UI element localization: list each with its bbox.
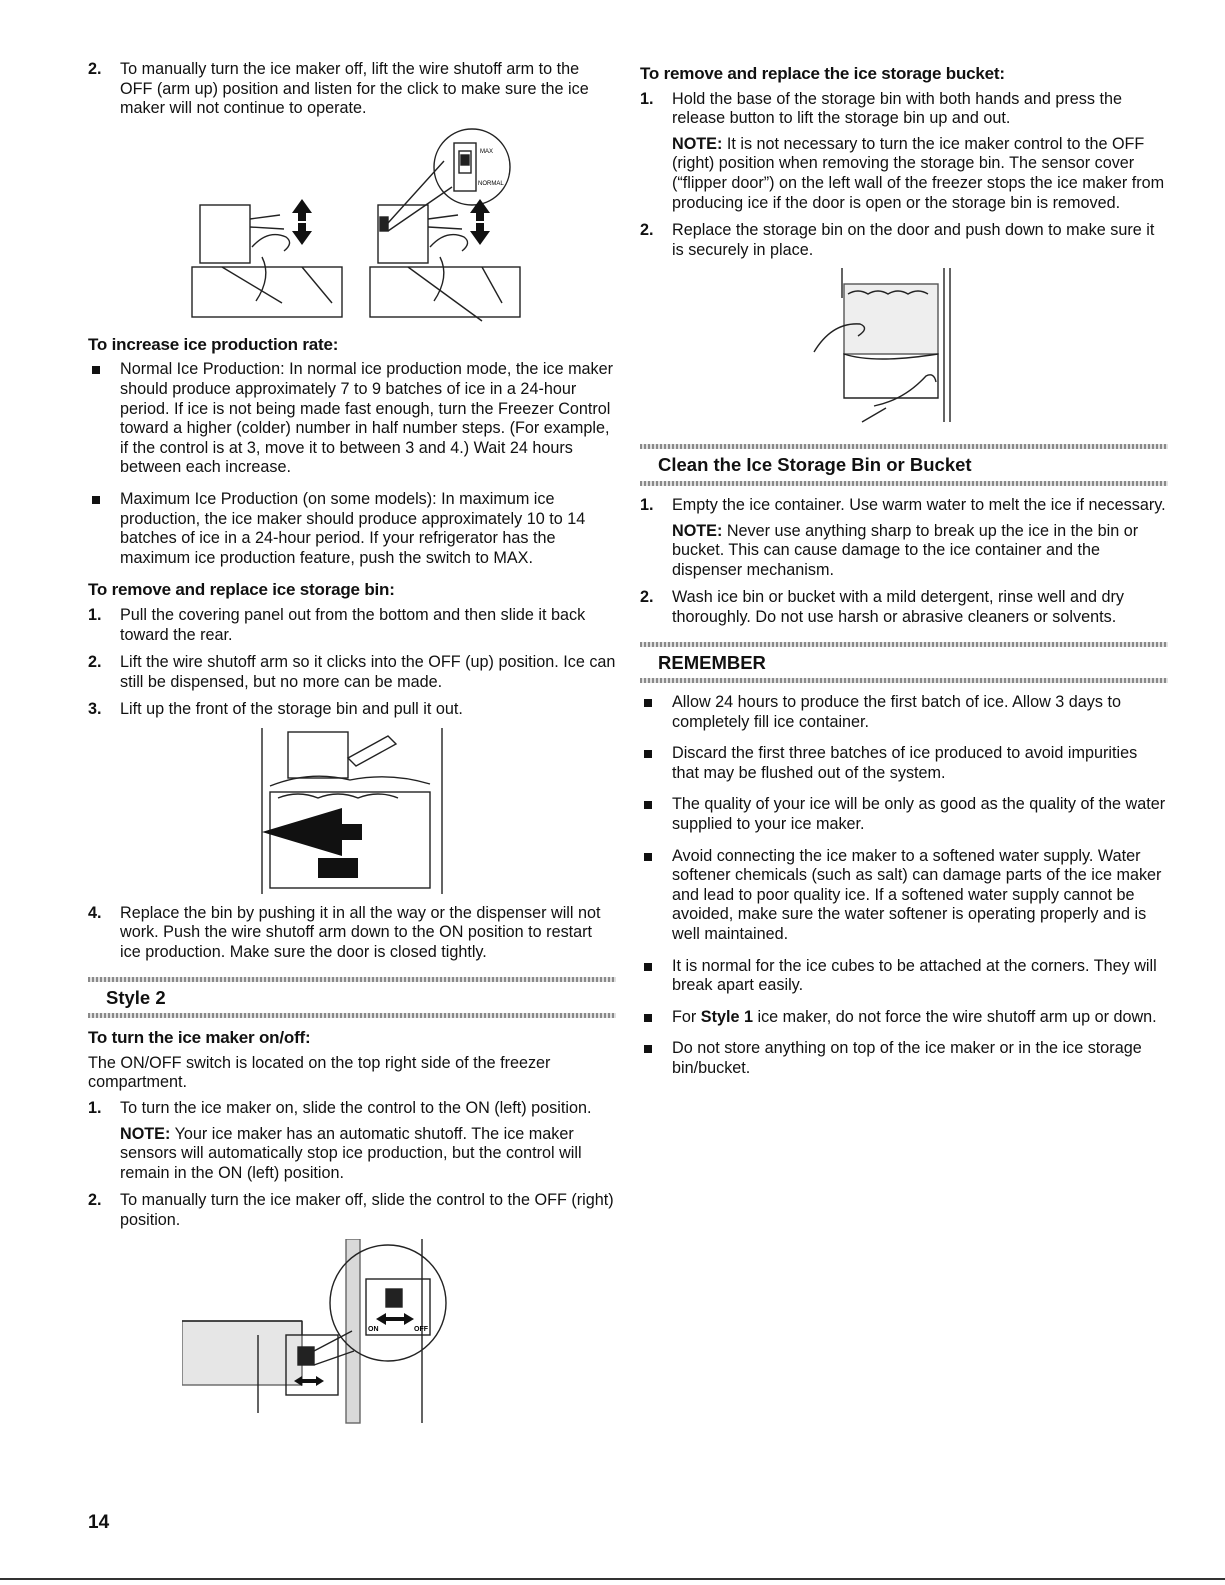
- note-label: NOTE:: [672, 134, 723, 153]
- list-item: [640, 693, 1168, 732]
- bucket-step: [640, 90, 1168, 214]
- list-item: [640, 847, 1168, 945]
- note: [120, 1125, 616, 1184]
- list-item: [640, 795, 1168, 834]
- note-label: NOTE:: [672, 521, 723, 540]
- step-text: To turn the ice maker on, slide the control to the ON (left) position.: [120, 1099, 592, 1118]
- on-label: ON: [368, 1325, 379, 1333]
- bullet-icon: [644, 750, 652, 758]
- bullet-text-pre: For: [672, 1007, 701, 1026]
- bullet-icon: [644, 1014, 652, 1022]
- section-rule-bottom: [640, 678, 1168, 683]
- step-number: 4.: [88, 903, 102, 922]
- step-number: 2.: [88, 1191, 102, 1210]
- bullet-text-post: ice maker, do not force the wire shutoff arm up or down.: [752, 1007, 1157, 1026]
- bucket-step: [640, 221, 1168, 260]
- step-text: Wash ice bin or bucket with a mild detergent, rinse well and dry thoroughly. Do not use harsh or abrasive cleaners or solvents.: [672, 588, 1124, 626]
- bin-step: [88, 606, 616, 645]
- step-number: 1.: [640, 89, 654, 108]
- bullet-icon: [644, 1045, 652, 1053]
- bullet-icon: [644, 853, 652, 861]
- step-text: Pull the covering panel out from the bottom and then slide it back toward the rear.: [120, 605, 586, 644]
- remember-section: [640, 642, 1168, 684]
- footer-rule: [0, 1578, 1225, 1580]
- bullet-icon: [92, 496, 100, 504]
- off-label: OFF: [414, 1325, 428, 1333]
- step-number: 2.: [88, 653, 102, 672]
- page-number: 14: [88, 1512, 110, 1533]
- section-title: Clean the Ice Storage Bin or Bucket: [658, 454, 972, 476]
- bullet-text: Do not store anything on top of the ice maker or in the ice storage bin/bucket.: [672, 1039, 1142, 1077]
- onoff-intro: The ON/OFF switch is located on the top right side of the freezer compartment.: [88, 1053, 551, 1092]
- bucket-heading: To remove and replace the ice storage bucket:: [640, 64, 1005, 83]
- ice-maker-arm-illustration: [182, 127, 522, 327]
- bullet-text: Avoid connecting the ice maker to a softened water supply. Water softener chemicals (such as salt) can damage parts of the ice maker and lead to poor quality ice. If a softened water supply cannot be avoided, make sure the water softener is operating properly and is well maintained.: [672, 846, 1162, 944]
- bullet-icon: [644, 699, 652, 707]
- pull-arrow: [262, 808, 362, 878]
- bin-step: [88, 904, 616, 963]
- step-text: To manually turn the ice maker off, lift the wire shutoff arm to the OFF (arm up) position and listen for the click to make sure the ice maker will not continue to operate.: [120, 60, 589, 118]
- ice-maker-body-right: [378, 205, 428, 263]
- onoff-heading: To turn the ice maker on/off:: [88, 1028, 311, 1048]
- style1-emphasis: Style 1: [700, 1007, 753, 1026]
- bullet-text: Discard the first three batches of ice produced to avoid impurities that may be flushed out of the system.: [672, 744, 1138, 782]
- onoff-step: [88, 1099, 616, 1183]
- step-number: 1.: [88, 1099, 102, 1118]
- storage-bin-illustration: [242, 728, 462, 896]
- section-rule-bottom: [640, 481, 1168, 486]
- bullet-text: Allow 24 hours to produce the first batch of ice. Allow 3 days to completely fill ice container.: [672, 693, 1121, 731]
- bullet-icon: [644, 801, 652, 809]
- ice-maker-box: [288, 732, 348, 778]
- ice-maker-body-left: [200, 205, 250, 263]
- normal-label: NORMAL: [478, 180, 504, 187]
- bullet-text: [672, 1008, 1157, 1026]
- step-number: 1.: [640, 495, 654, 514]
- step-text: To manually turn the ice maker off, slide the control to the OFF (right) position.: [120, 1191, 614, 1229]
- switch-zoom-circle: [434, 129, 510, 205]
- style2-section: [88, 977, 616, 1019]
- note-text: Your ice maker has an automatic shutoff. The ice maker sensors will automatically stop ice production, but the control will remain in the ON (left) position.: [120, 1124, 582, 1182]
- max-label: MAX: [480, 148, 494, 155]
- ice-bucket-illustration: [804, 268, 1004, 424]
- bin-step: [88, 653, 616, 692]
- step-number: 3.: [88, 700, 102, 719]
- list-item: [640, 744, 1168, 783]
- list-item: [88, 360, 616, 478]
- clean-section: [640, 444, 1168, 486]
- left-column: [88, 60, 616, 1433]
- step-text: Empty the ice container. Use warm water to melt the ice if necessary.: [672, 495, 1166, 514]
- list-item: [640, 957, 1168, 996]
- bin-step: [88, 700, 616, 720]
- note-text: Never use anything sharp to break up the ice in the bin or bucket. This can cause damage to the ice container and the dispenser mechanism.: [672, 521, 1139, 579]
- remove-bin-heading: To remove and replace ice storage bin:: [88, 580, 395, 600]
- list-item: [88, 490, 616, 568]
- note: [672, 522, 1168, 581]
- note: [672, 135, 1168, 213]
- step-number: 2.: [88, 60, 102, 78]
- step-text: Replace the storage bin on the door and push down to make sure it is securely in place.: [672, 221, 1155, 259]
- step-number: 1.: [88, 605, 102, 624]
- onoff-switch-illustration: [182, 1239, 522, 1425]
- bullet-icon: [644, 963, 652, 971]
- manual-off-step: [88, 60, 616, 119]
- note-label: NOTE:: [120, 1124, 171, 1143]
- clean-step: [640, 588, 1168, 627]
- step-number: 2.: [640, 221, 654, 240]
- right-column: [640, 60, 1168, 1091]
- bullet-text: The quality of your ice will be only as good as the quality of the water supplied to your ice maker.: [672, 795, 1166, 834]
- bullet-text: It is normal for the ice cubes to be attached at the corners. They will break apart easily.: [672, 956, 1157, 995]
- increase-production-heading: To increase ice production rate:: [88, 334, 339, 354]
- arm-arrows: [292, 199, 490, 245]
- step-text: Lift the wire shutoff arm so it clicks into the OFF (up) position. Ice can still be dispensed, but no more can be made.: [120, 653, 616, 691]
- onoff-step: [88, 1191, 616, 1230]
- list-item: [640, 1008, 1168, 1028]
- bullet-text: Maximum Ice Production (on some models): In maximum ice production, the ice maker should produce approximately 10 to 14 batches of ice in a 24-hour period. If your refrigerator has the maximum ice production feature, push the switch to MAX.: [120, 489, 586, 567]
- clean-step: [640, 496, 1168, 580]
- step-text: Hold the base of the storage bin with both hands and press the release button to lift the storage bin up and out.: [672, 89, 1122, 128]
- step-text: Lift up the front of the storage bin and pull it out.: [120, 700, 463, 719]
- list-item: [640, 1039, 1168, 1078]
- bullet-icon: [92, 366, 100, 374]
- step-text: Replace the bin by pushing it in all the way or the dispenser will not work. Push the wire shutoff arm down to the ON position to restart ice production. Make sure the door is closed tightly.: [120, 903, 601, 962]
- section-title: REMEMBER: [658, 651, 766, 673]
- note-text: It is not necessary to turn the ice maker control to the OFF (right) position when removing the storage bin. The sensor cover (“flipper door”) on the left wall of the freezer stops the ice maker from producing ice if the door is open or the storage bin is removed.: [672, 134, 1165, 212]
- ice-bucket: [844, 284, 938, 354]
- bullet-text: Normal Ice Production: In normal ice production mode, the ice maker should produce approximately 7 to 9 batches of ice in a 24-hour period. If ice is not being made fast enough, turn the Freezer Control toward a higher (colder) number in half number steps. (For example, if the control is at 3, move it to between 3 and 4.) Wait 24 hours between each increase.: [120, 360, 614, 477]
- section-title: Style 2: [106, 986, 166, 1008]
- step-number: 2.: [640, 588, 654, 607]
- section-rule-bottom: [88, 1013, 616, 1018]
